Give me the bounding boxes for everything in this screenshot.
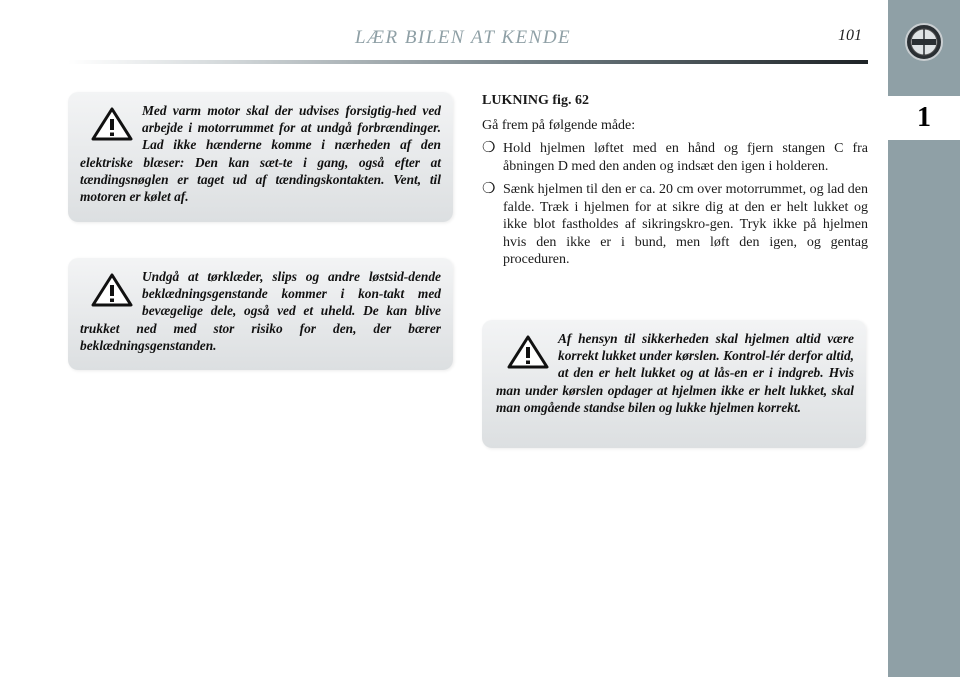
warning-box-hood-closed: [482, 320, 866, 448]
warning-text: Undgå at tørklæder, slips og andre løstsid-dende beklædningsgenstande kommer i kon-takt med bevægelige dele, også ved et uheld. De kan blive trukket ned med stor risiko for den, der bærer beklædningsgenstanden.: [80, 269, 441, 353]
page-title: LÆR BILEN AT KENDE: [355, 27, 572, 48]
list-item: [482, 140, 868, 175]
warning-text: Med varm motor skal der udvises forsigtig-hed ved arbejde i motorrummet for at undgå forbrændinger. Lad ikke hænderne komme i nærheden af den elektriske blæser: Den kan sæt-te i gang, også efter at tændingsnøglen er taget ud af tændingskontakten. Vent, til motoren er kølet af.: [80, 103, 441, 205]
chapter-number: 1: [917, 102, 931, 133]
list-item-text: Hold hjelmen løftet med en hånd og fjern stangen C fra åbningen D med den anden og indsæt den igen i holderen.: [503, 141, 868, 174]
warning-text: Af hensyn til sikkerheden skal hjelmen altid være korrekt lukket under kørslen. Kontrol-lér derfor altid, at den er helt lukket og at lås-en er i indgreb. Hvis man under kørslen opdager at hjelmen ikke er helt lukket, skal man omgående standse bilen og lukke hjelmen korrekt.: [496, 331, 854, 415]
header-rule: [68, 60, 868, 64]
section-heading: LUKNING fig. 62: [482, 93, 589, 108]
bullet-icon: ❍: [482, 181, 496, 197]
closing-section: [482, 92, 868, 275]
warning-triangle-icon: [90, 272, 134, 308]
lancia-shield-icon: [904, 22, 944, 62]
warning-box-loose-clothing: [68, 258, 453, 370]
bullet-icon: ❍: [482, 140, 496, 156]
list-item-text: Sænk hjelmen til den er ca. 20 cm over motorrummet, og lad den falde. Træk i hjelmen for at sikre dig at den er helt lukket og ikke blot fastholdes af sikringskro-gen. Tryk ikke på hjelmen hvis den ikke er i bund, men løft den igen, og gentag proceduren.: [503, 182, 868, 267]
warning-box-hot-engine: [68, 92, 453, 222]
section-intro: Gå frem på følgende måde:: [482, 117, 636, 133]
warning-triangle-icon: [90, 106, 134, 142]
warning-triangle-icon: [506, 334, 550, 370]
list-item: [482, 181, 868, 269]
page-number: 101: [838, 27, 862, 44]
